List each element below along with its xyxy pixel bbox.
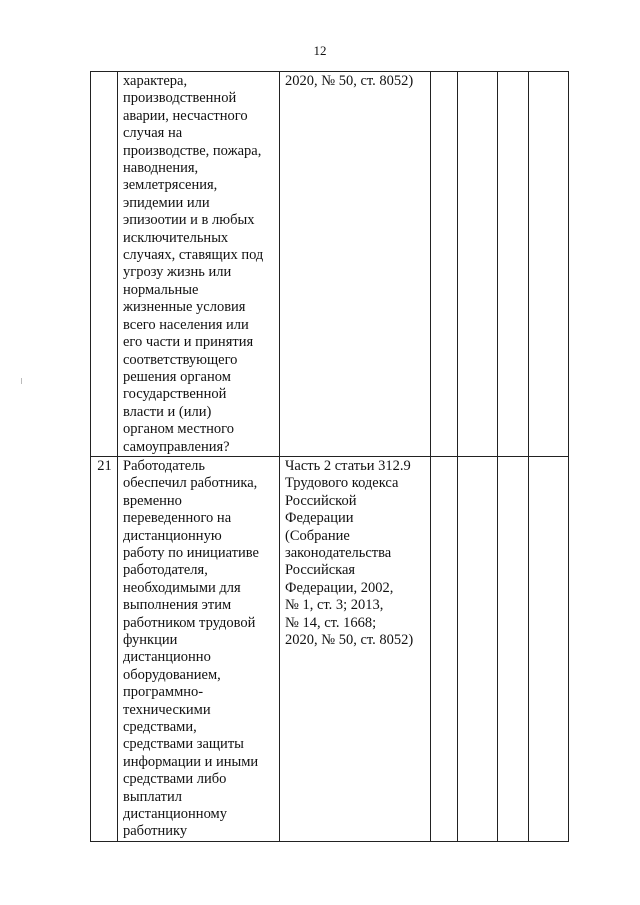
- text-line: 2020, № 50, ст. 8052): [285, 632, 414, 648]
- text-line: наводнения,: [123, 160, 199, 177]
- text-line: производственной: [123, 90, 237, 107]
- text-line: выполнения этим: [123, 597, 232, 614]
- text-line: Российская: [285, 562, 356, 579]
- text-line: самоуправления?: [123, 438, 230, 455]
- text-line: средствами либо: [123, 771, 227, 788]
- text-line: Часть 2 статьи 312.9: [285, 457, 411, 474]
- question-cell: [118, 456, 280, 841]
- text-line: его части и принятия: [123, 334, 254, 351]
- text-line: производстве, пожара,: [123, 142, 262, 159]
- text-line: оборудованием,: [123, 666, 221, 683]
- text-line: Федерации, 2002,: [285, 579, 394, 596]
- text-line: эпизоотии и в любых: [123, 212, 255, 229]
- question-text: [123, 458, 275, 841]
- text-line: программно-: [123, 684, 204, 701]
- legal-reference-text: [285, 73, 426, 90]
- text-line: работодателя,: [123, 562, 208, 579]
- answer-no-cell: [458, 456, 498, 841]
- text-line: (Собрание: [285, 527, 350, 544]
- question-text: [123, 73, 275, 456]
- text-line: Российской: [285, 492, 357, 509]
- text-line: государственной: [123, 386, 227, 403]
- answer-no-cell: [458, 72, 498, 457]
- text-line: угрозу жизнь или: [123, 264, 232, 281]
- text-line: характера,: [123, 73, 188, 89]
- text-line: необходимыми для: [123, 579, 241, 596]
- legal-reference-text: [285, 458, 426, 649]
- text-line: дистанционно: [123, 649, 211, 666]
- text-line: переведенного на: [123, 510, 232, 527]
- text-line: обеспечил работника,: [123, 475, 258, 492]
- text-line: случая на: [123, 125, 183, 142]
- page-number: 12: [313, 43, 327, 58]
- text-line: аварии, несчастного: [123, 107, 248, 124]
- text-line: работу по инициативе: [123, 544, 259, 561]
- notes-cell: [529, 456, 569, 841]
- text-line: нормальные: [123, 281, 199, 298]
- notes-cell: [529, 72, 569, 457]
- row-number-cell: [91, 72, 118, 457]
- margin-mark: [21, 378, 22, 384]
- text-line: средствами защиты: [123, 736, 244, 753]
- answer-not-applicable-cell: [498, 72, 529, 457]
- text-line: жизненные условия: [123, 299, 246, 316]
- legal-reference-cell: [280, 456, 431, 841]
- text-line: техническими: [123, 701, 211, 718]
- text-line: исключительных: [123, 229, 229, 246]
- table-row: [91, 72, 569, 457]
- text-line: дистанционную: [123, 527, 222, 544]
- text-line: Трудового кодекса: [285, 475, 399, 492]
- answer-yes-cell: [431, 456, 458, 841]
- answer-not-applicable-cell: [498, 456, 529, 841]
- text-line: соответствующего: [123, 351, 238, 368]
- text-line: работником трудовой: [123, 614, 256, 631]
- text-line: 2020, № 50, ст. 8052): [285, 73, 414, 89]
- text-line: всего населения или: [123, 316, 249, 333]
- legal-reference-cell: [280, 72, 431, 457]
- text-line: случаях, ставящих под: [123, 247, 264, 264]
- text-line: Работодатель: [123, 457, 205, 474]
- text-line: временно: [123, 492, 182, 509]
- text-line: № 1, ст. 3; 2013,: [285, 597, 384, 614]
- text-line: дистанционному: [123, 806, 227, 823]
- checklist-table: [90, 71, 569, 842]
- text-line: выплатил: [123, 788, 182, 805]
- text-line: законодательства: [285, 544, 392, 561]
- text-line: работнику: [123, 823, 188, 840]
- text-line: функции: [123, 632, 178, 648]
- row-number-cell: 21: [91, 456, 118, 841]
- text-line: органом местного: [123, 421, 235, 438]
- question-cell: [118, 72, 280, 457]
- text-line: решения органом: [123, 368, 231, 385]
- text-line: власти и (или): [123, 403, 212, 420]
- text-line: Федерации: [285, 510, 354, 527]
- text-line: эпидемии или: [123, 194, 210, 211]
- text-line: информации и иными: [123, 753, 259, 770]
- text-line: землетрясения,: [123, 177, 218, 194]
- answer-yes-cell: [431, 72, 458, 457]
- text-line: № 14, ст. 1668;: [285, 614, 377, 631]
- text-line: средствами,: [123, 719, 197, 736]
- table-row: [91, 456, 569, 841]
